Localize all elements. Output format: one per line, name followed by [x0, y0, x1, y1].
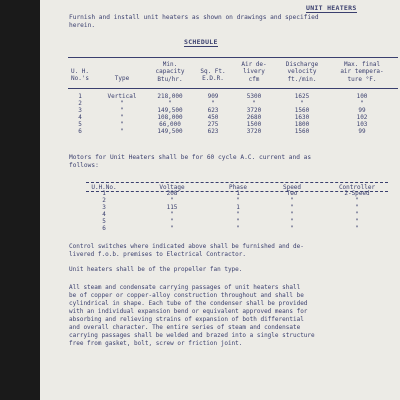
intro-line-2: herein.	[69, 22, 96, 29]
motors-top-rule	[86, 182, 388, 183]
note-construction: All steam and condensate carrying passages of unit heaters shall be of copper or copper-alloy construction throughout and shall be cylindrical in shape. Each tube of the condenser shall be provided with an individual expansion bend or equivalent approved means for absorbing and relieving strains of expansion of both differential and overall character. The entire series of steam and condensate carrying passages shall be welded and brazed into a single structure free from gasket, bolt, screw or friction joint.	[69, 284, 315, 347]
schedule-top-rule	[68, 57, 398, 58]
schedule-header-temp: Max. final air tempera- ture °F.	[340, 61, 384, 83]
note-control-switches: Control switches where indicated above shall be furnished and de- livered f.o.b. premises to Electrical Contractor.	[69, 243, 304, 258]
intro-line-1: Furnish and install unit heaters as shown on drawings and specified	[69, 14, 319, 21]
schedule-header-rule	[68, 88, 398, 89]
motors-header-speed: Speed	[282, 184, 302, 191]
motors-header-controller: Controller	[338, 184, 376, 191]
section-title: UNIT HEATERS	[306, 4, 357, 12]
schedule-header-uh: U. H. No.'s	[70, 68, 90, 83]
motors-header-phase: Phase	[228, 184, 248, 191]
motors-intro-line-2: follows:	[69, 162, 99, 169]
motors-header-voltage: Voltage	[159, 184, 185, 191]
schedule-header-velocity: Discharge velocity ft./min.	[285, 61, 319, 83]
schedule-header-edr: Sq. Ft. E.D.R.	[200, 68, 226, 83]
schedule-header-type: Type	[114, 75, 130, 82]
motors-header-uh: U.H.No.	[91, 184, 117, 191]
document-page: UNIT HEATERS Furnish and install unit heaters as shown on drawings and specified herein. SCHEDULE U. H. No.'s Type Min. capacity Btu/hr. Sq. Ft. E.D.R. Air de- livery cfm Discharge velocity ft./min. Max. final air tempera- ture °F. 1 Vertical 218,000 909 5300 1625 100 2 " " " " " " 3 " 149,500 623 3720 1560 99 4 " 108,000 450 2680 1630 102 5 " 66,000 275 1500 1800 103 6 " 149,500 623 3720 1560 99 Motors for Unit Heaters shall be for 60 cycle A.C. current and as follows: U.H.No. Voltage Phase Speed Controller 1 208 1 Two 2-Speed 2 " " " " 3 115 1 " " 4 " " " " 5 " " " " 6 " " " " Control switches where indicated above shall be furnished and de- livered f.o.b. premises to Electrical Contractor. Unit heaters shall be of the propeller fan type. All steam and condensate carrying passages of unit heaters shall be of copper or copper-alloy construction throughout and shall be cylindrical in shape. Each tube of the condenser shall be provided with an individual expansion bend or equivalent approved means for absorbing and relieving strains of expansion of both differential and overall character. The entire series of steam and condensate carrying passages shall be welded and brazed into a single structure free from gasket, bolt, screw or friction joint.	[40, 0, 400, 400]
schedule-header-capacity: Min. capacity Btu/hr.	[155, 61, 185, 83]
schedule-title: SCHEDULE	[184, 38, 218, 46]
schedule-header-air: Air de- livery cfm	[241, 61, 267, 83]
motors-intro-line-1: Motors for Unit Heaters shall be for 60 cycle A.C. current and as	[69, 154, 312, 161]
note-fan-type: Unit heaters shall be of the propeller fan type.	[69, 266, 243, 273]
